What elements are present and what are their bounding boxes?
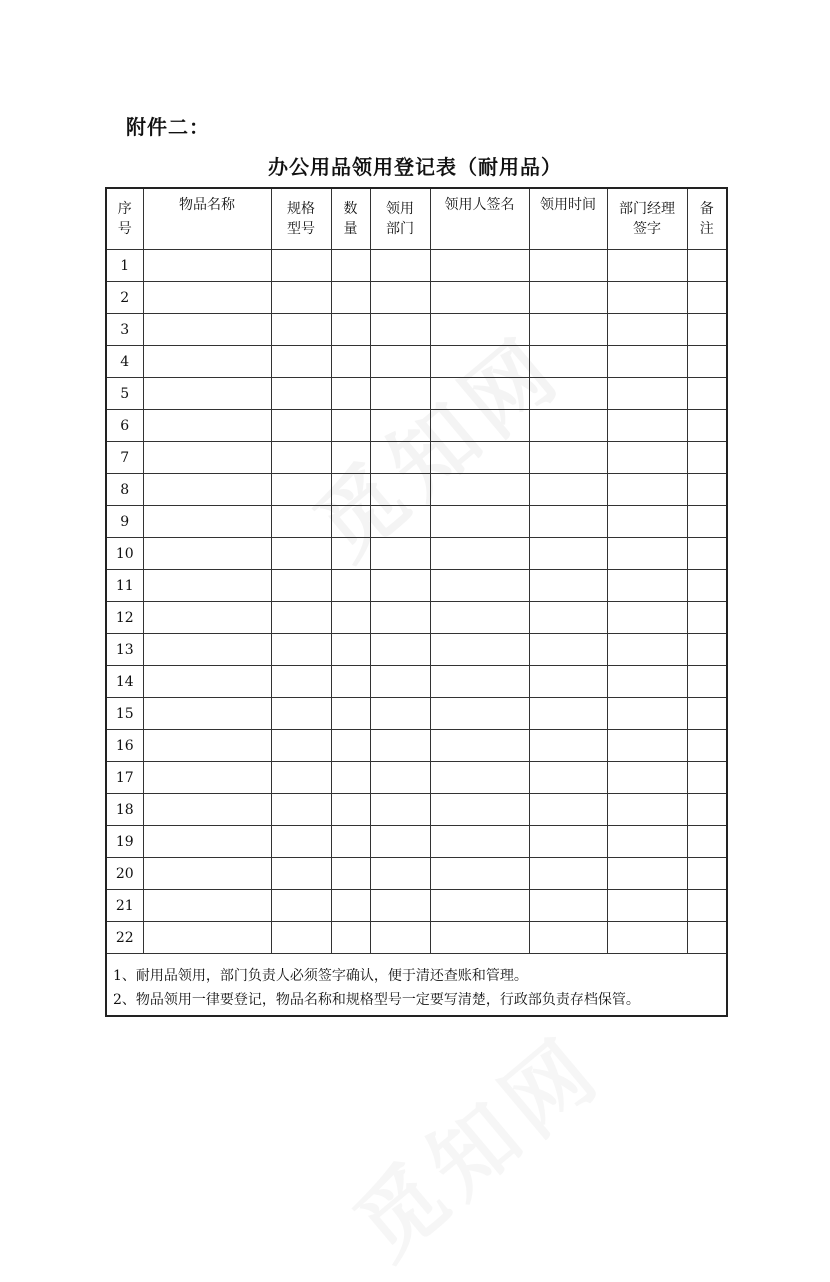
cell-manager-sign[interactable] xyxy=(607,634,687,666)
cell-manager-sign[interactable] xyxy=(607,890,687,922)
cell-spec[interactable] xyxy=(271,666,331,698)
cell-recipient-sign[interactable] xyxy=(430,890,529,922)
cell-time[interactable] xyxy=(529,698,607,730)
row-number: 8 xyxy=(106,474,143,506)
cell-qty[interactable] xyxy=(331,762,370,794)
row-number: 2 xyxy=(106,282,143,314)
cell-dept[interactable] xyxy=(370,794,430,826)
registration-table xyxy=(105,187,728,1017)
cell-time[interactable] xyxy=(529,794,607,826)
cell-remark[interactable] xyxy=(687,250,727,282)
cell-spec[interactable] xyxy=(271,698,331,730)
cell-manager-sign[interactable] xyxy=(607,826,687,858)
notes-cell xyxy=(106,954,727,1016)
cell-spec[interactable] xyxy=(271,538,331,570)
cell-item-name[interactable] xyxy=(143,474,271,506)
cell-time[interactable] xyxy=(529,474,607,506)
cell-remark[interactable] xyxy=(687,602,727,634)
cell-qty[interactable] xyxy=(331,314,370,346)
cell-spec[interactable] xyxy=(271,602,331,634)
cell-dept[interactable] xyxy=(370,666,430,698)
note-line-1: 1、耐用品领用，部门负责人必须签字确认，便于清还查账和管理。 xyxy=(113,968,528,984)
cell-remark[interactable] xyxy=(687,698,727,730)
cell-manager-sign[interactable] xyxy=(607,282,687,314)
cell-item-name[interactable] xyxy=(143,282,271,314)
cell-item-name[interactable] xyxy=(143,250,271,282)
cell-recipient-sign[interactable] xyxy=(430,602,529,634)
header-time: 领用时间 xyxy=(529,188,607,250)
cell-dept[interactable] xyxy=(370,410,430,442)
note-line-2: 2、物品领用一律要登记，物品名称和规格型号一定要写清楚，行政部负责存档保管。 xyxy=(113,992,640,1008)
cell-item-name[interactable] xyxy=(143,506,271,538)
cell-dept[interactable] xyxy=(370,442,430,474)
cell-item-name[interactable] xyxy=(143,634,271,666)
page-title: 办公用品领用登记表（耐用品） xyxy=(268,155,562,179)
cell-manager-sign[interactable] xyxy=(607,922,687,954)
cell-remark[interactable] xyxy=(687,794,727,826)
row-number: 1 xyxy=(106,250,143,282)
cell-qty[interactable] xyxy=(331,410,370,442)
cell-spec[interactable] xyxy=(271,410,331,442)
table-row xyxy=(106,730,727,762)
cell-dept[interactable] xyxy=(370,698,430,730)
cell-remark[interactable] xyxy=(687,474,727,506)
cell-manager-sign[interactable] xyxy=(607,410,687,442)
cell-qty[interactable] xyxy=(331,794,370,826)
cell-manager-sign[interactable] xyxy=(607,442,687,474)
header-remark: 备 注 xyxy=(687,188,727,250)
cell-spec[interactable] xyxy=(271,826,331,858)
notes-row xyxy=(106,954,727,1016)
header-manager-sign: 部门经理 签字 xyxy=(607,188,687,250)
cell-manager-sign[interactable] xyxy=(607,794,687,826)
cell-spec[interactable] xyxy=(271,890,331,922)
header-dept: 领用 部门 xyxy=(370,188,430,250)
cell-qty[interactable] xyxy=(331,666,370,698)
cell-qty[interactable] xyxy=(331,346,370,378)
cell-spec[interactable] xyxy=(271,858,331,890)
cell-recipient-sign[interactable] xyxy=(430,538,529,570)
table-row xyxy=(106,922,727,954)
cell-item-name[interactable] xyxy=(143,698,271,730)
table-row xyxy=(106,282,727,314)
cell-time[interactable] xyxy=(529,570,607,602)
cell-recipient-sign[interactable] xyxy=(430,922,529,954)
cell-recipient-sign[interactable] xyxy=(430,762,529,794)
cell-recipient-sign[interactable] xyxy=(430,698,529,730)
cell-qty[interactable] xyxy=(331,890,370,922)
cell-remark[interactable] xyxy=(687,442,727,474)
cell-manager-sign[interactable] xyxy=(607,538,687,570)
cell-recipient-sign[interactable] xyxy=(430,346,529,378)
cell-spec[interactable] xyxy=(271,570,331,602)
row-number: 5 xyxy=(106,378,143,410)
cell-dept[interactable] xyxy=(370,634,430,666)
header-recipient-sign: 领用人签名 xyxy=(430,188,529,250)
cell-time[interactable] xyxy=(529,538,607,570)
cell-time[interactable] xyxy=(529,890,607,922)
cell-recipient-sign[interactable] xyxy=(430,378,529,410)
table-row xyxy=(106,538,727,570)
cell-remark[interactable] xyxy=(687,378,727,410)
cell-time[interactable] xyxy=(529,346,607,378)
row-number: 20 xyxy=(106,858,143,890)
cell-recipient-sign[interactable] xyxy=(430,506,529,538)
cell-time[interactable] xyxy=(529,506,607,538)
row-number: 21 xyxy=(106,890,143,922)
cell-qty[interactable] xyxy=(331,730,370,762)
table-row xyxy=(106,858,727,890)
cell-qty[interactable] xyxy=(331,442,370,474)
cell-qty[interactable] xyxy=(331,634,370,666)
table-row xyxy=(106,890,727,922)
table-row xyxy=(106,602,727,634)
cell-manager-sign[interactable] xyxy=(607,666,687,698)
cell-spec[interactable] xyxy=(271,442,331,474)
cell-dept[interactable] xyxy=(370,538,430,570)
cell-spec[interactable] xyxy=(271,250,331,282)
row-number: 13 xyxy=(106,634,143,666)
cell-item-name[interactable] xyxy=(143,410,271,442)
cell-qty[interactable] xyxy=(331,378,370,410)
cell-time[interactable] xyxy=(529,922,607,954)
row-number: 3 xyxy=(106,314,143,346)
cell-time[interactable] xyxy=(529,762,607,794)
cell-recipient-sign[interactable] xyxy=(430,442,529,474)
cell-remark[interactable] xyxy=(687,282,727,314)
cell-recipient-sign[interactable] xyxy=(430,826,529,858)
row-number: 7 xyxy=(106,442,143,474)
cell-remark[interactable] xyxy=(687,506,727,538)
row-number: 6 xyxy=(106,410,143,442)
cell-time[interactable] xyxy=(529,442,607,474)
row-number: 14 xyxy=(106,666,143,698)
cell-item-name[interactable] xyxy=(143,346,271,378)
cell-time[interactable] xyxy=(529,250,607,282)
header-item-name: 物品名称 xyxy=(143,188,271,250)
cell-remark[interactable] xyxy=(687,922,727,954)
cell-time[interactable] xyxy=(529,314,607,346)
cell-remark[interactable] xyxy=(687,410,727,442)
table-row xyxy=(106,410,727,442)
cell-item-name[interactable] xyxy=(143,890,271,922)
table-row xyxy=(106,506,727,538)
cell-manager-sign[interactable] xyxy=(607,698,687,730)
cell-qty[interactable] xyxy=(331,474,370,506)
cell-time[interactable] xyxy=(529,666,607,698)
cell-qty[interactable] xyxy=(331,922,370,954)
cell-spec[interactable] xyxy=(271,282,331,314)
row-number: 22 xyxy=(106,922,143,954)
cell-item-name[interactable] xyxy=(143,570,271,602)
cell-remark[interactable] xyxy=(687,346,727,378)
cell-time[interactable] xyxy=(529,378,607,410)
table-row xyxy=(106,250,727,282)
cell-remark[interactable] xyxy=(687,314,727,346)
cell-remark[interactable] xyxy=(687,858,727,890)
row-number: 9 xyxy=(106,506,143,538)
cell-dept[interactable] xyxy=(370,474,430,506)
cell-remark[interactable] xyxy=(687,730,727,762)
row-number: 11 xyxy=(106,570,143,602)
cell-item-name[interactable] xyxy=(143,538,271,570)
cell-recipient-sign[interactable] xyxy=(430,314,529,346)
table-row xyxy=(106,762,727,794)
cell-qty[interactable] xyxy=(331,826,370,858)
table-row xyxy=(106,666,727,698)
cell-item-name[interactable] xyxy=(143,858,271,890)
cell-remark[interactable] xyxy=(687,570,727,602)
cell-qty[interactable] xyxy=(331,570,370,602)
cell-qty[interactable] xyxy=(331,698,370,730)
cell-remark[interactable] xyxy=(687,666,727,698)
cell-dept[interactable] xyxy=(370,314,430,346)
table-row xyxy=(106,346,727,378)
cell-time[interactable] xyxy=(529,282,607,314)
row-number: 17 xyxy=(106,762,143,794)
row-number: 12 xyxy=(106,602,143,634)
cell-manager-sign[interactable] xyxy=(607,346,687,378)
table-row xyxy=(106,378,727,410)
cell-recipient-sign[interactable] xyxy=(430,730,529,762)
cell-spec[interactable] xyxy=(271,378,331,410)
cell-item-name[interactable] xyxy=(143,666,271,698)
table-row xyxy=(106,698,727,730)
cell-manager-sign[interactable] xyxy=(607,858,687,890)
cell-dept[interactable] xyxy=(370,890,430,922)
table-row xyxy=(106,314,727,346)
table-row xyxy=(106,826,727,858)
attachment-label: 附件二： xyxy=(126,115,210,139)
cell-item-name[interactable] xyxy=(143,762,271,794)
cell-manager-sign[interactable] xyxy=(607,378,687,410)
header-row xyxy=(106,188,727,250)
row-number: 19 xyxy=(106,826,143,858)
cell-recipient-sign[interactable] xyxy=(430,666,529,698)
row-number: 10 xyxy=(106,538,143,570)
cell-dept[interactable] xyxy=(370,922,430,954)
row-number: 4 xyxy=(106,346,143,378)
cell-recipient-sign[interactable] xyxy=(430,410,529,442)
cell-recipient-sign[interactable] xyxy=(430,794,529,826)
cell-manager-sign[interactable] xyxy=(607,506,687,538)
watermark-bottom xyxy=(324,1002,624,1282)
cell-item-name[interactable] xyxy=(143,922,271,954)
cell-time[interactable] xyxy=(529,826,607,858)
cell-dept[interactable] xyxy=(370,506,430,538)
cell-item-name[interactable] xyxy=(143,314,271,346)
table-row xyxy=(106,794,727,826)
cell-dept[interactable] xyxy=(370,858,430,890)
cell-remark[interactable] xyxy=(687,762,727,794)
header-qty: 数 量 xyxy=(331,188,370,250)
cell-qty[interactable] xyxy=(331,602,370,634)
cell-qty[interactable] xyxy=(331,506,370,538)
cell-item-name[interactable] xyxy=(143,730,271,762)
cell-spec[interactable] xyxy=(271,794,331,826)
cell-dept[interactable] xyxy=(370,378,430,410)
cell-spec[interactable] xyxy=(271,922,331,954)
row-number: 18 xyxy=(106,794,143,826)
table-row xyxy=(106,442,727,474)
cell-manager-sign[interactable] xyxy=(607,250,687,282)
cell-dept[interactable] xyxy=(370,826,430,858)
cell-recipient-sign[interactable] xyxy=(430,570,529,602)
cell-recipient-sign[interactable] xyxy=(430,474,529,506)
cell-time[interactable] xyxy=(529,858,607,890)
cell-manager-sign[interactable] xyxy=(607,602,687,634)
cell-recipient-sign[interactable] xyxy=(430,634,529,666)
cell-remark[interactable] xyxy=(687,538,727,570)
cell-remark[interactable] xyxy=(687,826,727,858)
cell-dept[interactable] xyxy=(370,250,430,282)
cell-item-name[interactable] xyxy=(143,826,271,858)
cell-spec[interactable] xyxy=(271,346,331,378)
cell-item-name[interactable] xyxy=(143,602,271,634)
cell-time[interactable] xyxy=(529,730,607,762)
cell-qty[interactable] xyxy=(331,858,370,890)
cell-dept[interactable] xyxy=(370,570,430,602)
table-row xyxy=(106,474,727,506)
cell-manager-sign[interactable] xyxy=(607,474,687,506)
cell-time[interactable] xyxy=(529,410,607,442)
cell-qty[interactable] xyxy=(331,250,370,282)
cell-spec[interactable] xyxy=(271,762,331,794)
cell-qty[interactable] xyxy=(331,282,370,314)
cell-item-name[interactable] xyxy=(143,442,271,474)
cell-spec[interactable] xyxy=(271,474,331,506)
cell-spec[interactable] xyxy=(271,506,331,538)
cell-qty[interactable] xyxy=(331,538,370,570)
cell-remark[interactable] xyxy=(687,890,727,922)
cell-remark[interactable] xyxy=(687,634,727,666)
cell-spec[interactable] xyxy=(271,314,331,346)
cell-dept[interactable] xyxy=(370,762,430,794)
cell-dept[interactable] xyxy=(370,730,430,762)
cell-dept[interactable] xyxy=(370,602,430,634)
table-row xyxy=(106,570,727,602)
cell-manager-sign[interactable] xyxy=(607,314,687,346)
cell-spec[interactable] xyxy=(271,634,331,666)
header-seq: 序 号 xyxy=(106,188,143,250)
cell-manager-sign[interactable] xyxy=(607,730,687,762)
cell-item-name[interactable] xyxy=(143,794,271,826)
cell-manager-sign[interactable] xyxy=(607,570,687,602)
cell-recipient-sign[interactable] xyxy=(430,282,529,314)
cell-dept[interactable] xyxy=(370,282,430,314)
cell-recipient-sign[interactable] xyxy=(430,250,529,282)
cell-item-name[interactable] xyxy=(143,378,271,410)
cell-time[interactable] xyxy=(529,634,607,666)
header-spec: 规格 型号 xyxy=(271,188,331,250)
table-row xyxy=(106,634,727,666)
row-number: 16 xyxy=(106,730,143,762)
cell-recipient-sign[interactable] xyxy=(430,858,529,890)
cell-spec[interactable] xyxy=(271,730,331,762)
cell-dept[interactable] xyxy=(370,346,430,378)
cell-time[interactable] xyxy=(529,602,607,634)
row-number: 15 xyxy=(106,698,143,730)
cell-manager-sign[interactable] xyxy=(607,762,687,794)
